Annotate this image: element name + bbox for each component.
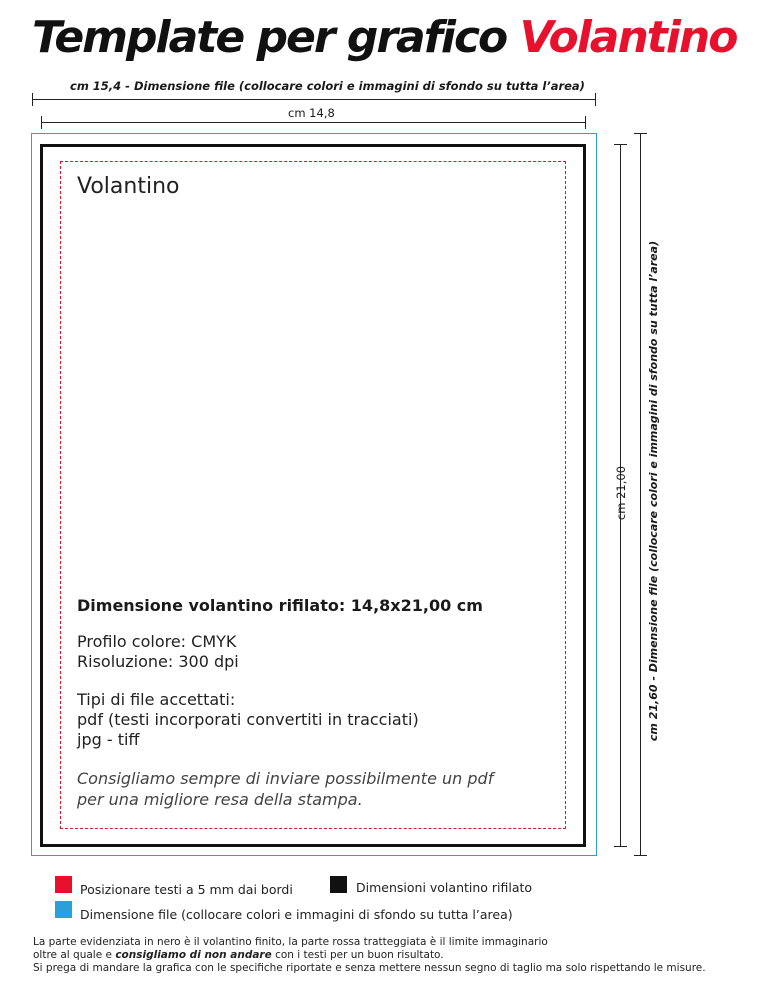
legend-trim-label: Dimensioni volantino rifilato — [356, 880, 533, 895]
footer-note-line-3: Si prega di mandare la grafica con le specifiche riportate e senza mettere nessun segno di taglio ma solo rispettando le misure. — [33, 962, 706, 974]
filetype-pdf-text: pdf (testi incorporati convertiti in tracciati) — [77, 710, 419, 729]
color-profile-text: Profilo colore: CMYK — [77, 632, 237, 651]
height-file-label: cm 21,60 - Dimensione file (collocare colori e immagini di sfondo su tutta l’area) — [647, 240, 660, 742]
footer-note-line-2-end: con i testi per un buon risultato. — [271, 949, 444, 961]
width-trim-label: cm 14,8 — [288, 106, 335, 120]
width-file-tick-left — [32, 93, 33, 106]
width-trim-tick-right — [585, 116, 586, 129]
advice-line-2: per una migliore resa della stampa. — [77, 790, 363, 809]
footer-note-line-2-start: oltre al quale e — [33, 949, 116, 961]
page-title-main: Template per grafico — [32, 12, 507, 63]
legend-bleed-swatch — [55, 901, 72, 918]
resolution-text: Risoluzione: 300 dpi — [77, 652, 239, 671]
footer-note-emphasis: consigliamo di non andare — [115, 949, 272, 961]
page-title-accent: Volantino — [519, 12, 737, 63]
legend-trim-swatch — [330, 876, 347, 893]
legend-bleed-label: Dimensione file (collocare colori e immagini di sfondo su tutta l’area) — [80, 907, 513, 922]
footer-note-line-1: La parte evidenziata in nero è il volantino finito, la parte rossa tratteggiata è il limite immaginario — [33, 936, 548, 948]
width-trim-dimension-line — [41, 122, 586, 123]
footer-note-line-2 — [33, 949, 444, 962]
flyer-title: Volantino — [77, 174, 180, 199]
filetypes-title: Tipi di file accettati: — [77, 690, 236, 709]
advice-line-1: Consigliamo sempre di inviare possibilmente un pdf — [77, 769, 494, 788]
width-trim-tick-left — [41, 116, 42, 129]
legend-safe-swatch — [55, 876, 72, 893]
height-trim-tick-bottom — [614, 846, 627, 847]
height-trim-tick-top — [614, 144, 627, 145]
width-file-tick-right — [595, 93, 596, 106]
height-file-tick-top — [634, 133, 647, 134]
height-file-dimension-line — [640, 133, 641, 856]
width-file-dimension-line — [32, 99, 596, 100]
height-file-tick-bottom — [634, 855, 647, 856]
height-trim-label: cm 21,00 — [614, 465, 628, 521]
width-file-label: cm 15,4 - Dimensione file (collocare colori e immagini di sfondo su tutta l’area) — [70, 79, 585, 93]
filetype-image-text: jpg - tiff — [77, 730, 140, 749]
page-title — [32, 8, 736, 68]
flyer-size-heading: Dimensione volantino rifilato: 14,8x21,00 cm — [77, 596, 483, 615]
legend-safe-label: Posizionare testi a 5 mm dai bordi — [80, 882, 293, 897]
